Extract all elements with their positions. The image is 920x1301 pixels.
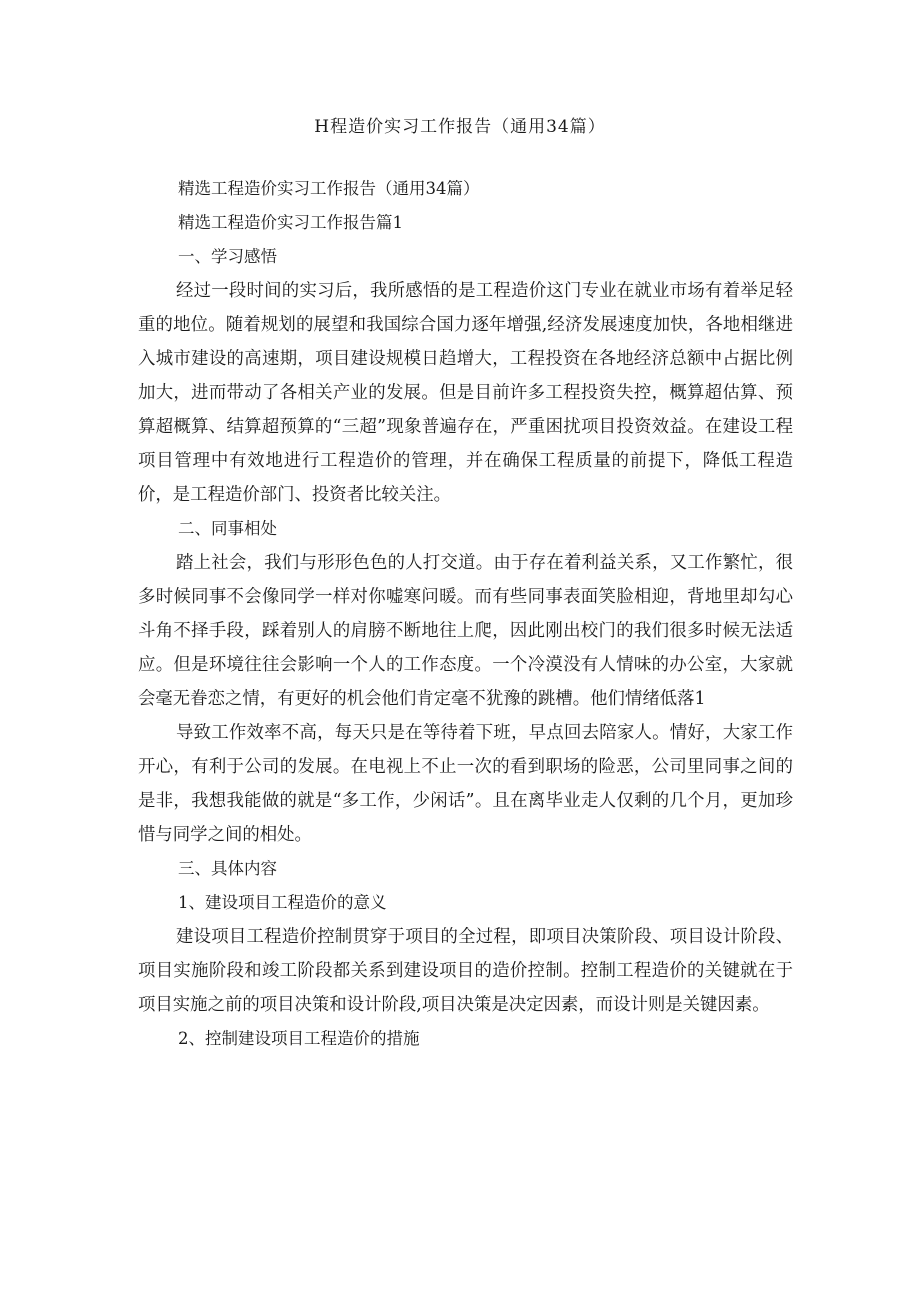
paragraph-study-insight: 经过一段时间的实习后，我所感悟的是工程造价这门专业在就业市场有着举足轻重的地位。随着规划的展望和我国综合国力逐年增强,经济发展速度加快，各地相继进入城市建设的高速期，项目建设规模日趋增大，工程投资在各地经济总额中占据比例加大，进而带动了各相关产业的发展。但是目前许多工程投资失控，概算超估算、预算超概算、结算超预算的“三超”现象普遍存在，严重困扰项目投资效益。在建设工程项目管理中有效地进行工程造价的管理，并在确保工程质量的前提下，降低工程造价，是工程造价部门、投资者比较关注。 bbox=[138, 281, 793, 505]
heading-study-insight: 一、学习感悟 bbox=[178, 247, 277, 266]
heading-specific-content: 三、具体内容 bbox=[178, 859, 277, 878]
section-title: 精选工程造价实习工作报告篇1 bbox=[178, 213, 403, 232]
heading-colleagues: 二、同事相处 bbox=[178, 519, 277, 538]
document-body bbox=[138, 172, 793, 1056]
paragraph-cost-significance: 建设项目工程造价控制贯穿于项目的全过程，即项目决策阶段、项目设计阶段、项目实施阶段和竣工阶段都关系到建设项目的造价控制。控制工程造价的关键就在于项目实施之前的项目决策和设计阶段,项目决策是决定因素，而设计则是关键因素。 bbox=[138, 927, 793, 1015]
paragraph-colleagues-2: 导致工作效率不高，每天只是在等待着下班，早点回去陪家人。情好，大家工作开心，有利于公司的发展。在电视上不止一次的看到职场的险恶，公司里同事之间的是非，我想我能做的就是“多工作，少闲话”。且在离毕业走人仅剩的几个月，更加珍惜与同学之间的相处。 bbox=[138, 723, 793, 845]
heading-cost-significance: 1、建设项目工程造价的意义 bbox=[178, 893, 387, 912]
heading-cost-control-measures: 2、控制建设项目工程造价的措施 bbox=[178, 1029, 420, 1048]
paragraph-colleagues-1: 踏上社会，我们与形形色色的人打交道。由于存在着利益关系，又工作繁忙，很多时候同事不会像同学一样对你嘘寒问暖。而有些同事表面笑脸相迎，背地里却勾心斗角不择手段，踩着别人的肩膀不断地往上爬，因此刚出校门的我们很多时候无法适应。但是环境往往会影响一个人的工作态度。一个冷漠没有人情味的办公室，大家就会毫无眷恋之情，有更好的机会他们肯定毫不犹豫的跳槽。他们情绪低落1 bbox=[138, 553, 793, 709]
document-title: H程造价实习工作报告（通用34篇） bbox=[314, 117, 606, 137]
document-subtitle: 精选工程造价实习工作报告（通用34篇） bbox=[178, 179, 480, 198]
